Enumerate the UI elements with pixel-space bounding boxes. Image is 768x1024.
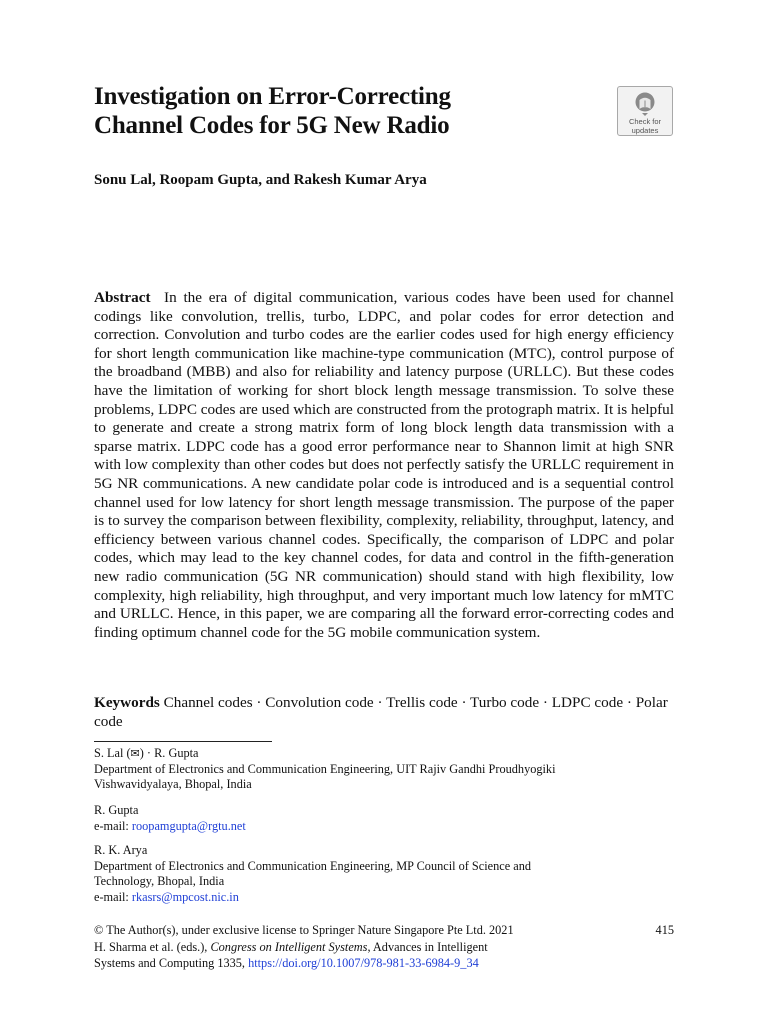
affiliation-3 [94, 843, 531, 905]
keyword-item: Channel codes [163, 694, 253, 711]
affiliation-1-names-pre: S. Lal ( [94, 746, 131, 760]
citation-editors: H. Sharma et al. (eds.), [94, 939, 211, 954]
keyword-item: Trellis code [386, 694, 458, 711]
check-for-updates-icon [633, 91, 657, 117]
keyword-item: Polar code [94, 694, 668, 730]
authors: Sonu Lal, Roopam Gupta, and Rakesh Kumar Arya [94, 172, 427, 188]
affiliation-3-name: R. K. Arya [94, 843, 148, 857]
keywords-label: Keywords [94, 694, 160, 711]
affiliation-3-email-label: e-mail: [94, 889, 132, 904]
affiliation-2-email-label: e-mail: [94, 818, 132, 833]
affiliation-3-line-2: Technology, Bhopal, India [94, 874, 225, 888]
citation-series: , Advances in Intelligent [367, 939, 488, 954]
citation-line-2 [94, 955, 674, 972]
keyword-item: LDPC code [551, 694, 624, 711]
affiliation-1-line-1: Department of Electronics and Communication Engineering, UIT Rajiv Gandhi Proudhyogiki [94, 761, 556, 776]
footnote-separator [94, 741, 272, 742]
citation-volume: Systems and Computing 1335, [94, 956, 249, 970]
copyright-line: © The Author(s), under exclusive license to Springer Nature Singapore Pte Ltd. 2021 [94, 923, 514, 937]
affiliation-1 [94, 746, 556, 793]
paper-title-line-2: Channel Codes for 5G New Radio [94, 112, 450, 139]
affiliation-1-line-2: Vishwavidyalaya, Bhopal, India [94, 777, 252, 791]
affiliation-3-line-1: Department of Electronics and Communication Engineering, MP Council of Science and [94, 858, 531, 873]
affiliation-2-name: R. Gupta [94, 803, 139, 817]
badge-text-1: Check for [628, 117, 662, 126]
envelope-icon: ✉ [130, 747, 140, 760]
page-number: 415 [655, 923, 674, 937]
abstract-text: In the era of digital communication, various codes have been used for channel codings like convolution, trellis, turbo, LDPC, and polar codes for error detection and correction. Convolution and turbo codes are the earlier codes used for high energy efficiency for short length communication like machine-type communication (MTC), control purpose of the broadband (MBB) and also for reliability and latency purpose (URLLC). But these codes have the limitation of working for short block length message transmission. To solve these problems, LDPC codes are used which are constructed from the protograph matrix. It is helpful to generate and create a strong matrix form of long block length data transmission with a sparse matrix. LDPC code has a good error performance near to Shannon limit at high SNR with low complexity than other codes but does not perfectly satisfy the URLLC requirement in 5G NR communications. A new candidate polar code is introduced and is a sequential control channel used for low latency for short length message transmission. The purpose of the paper is to survey the comparison between flexibility, complexity, reliability, throughput, latency, and efficiency between various channel codes. Specifically, the comparison of LDPC and polar codes, which may lead to the key channel codes, for data and control in the fifth-generation new radio communication (5G NR communication) should stand with high flexibility, low complexity, high reliability, high throughput, and very important much low latency for mMTC and URLLC. Hence, in this paper, we are comparing all the forward error-correcting codes and finding optimum channel code for the 5G mobile communication system. [94, 289, 674, 641]
keyword-item: Convolution code [265, 694, 374, 711]
badge-text-2: updates [631, 126, 659, 135]
paper-title [94, 82, 554, 140]
abstract [94, 289, 674, 642]
copyright-footer [94, 922, 674, 972]
citation-book-title: Congress on Intelligent Systems [210, 939, 368, 954]
citation-line-1 [94, 939, 674, 956]
email-link-arya[interactable]: rkasrs@mpcost.nic.in [131, 889, 239, 904]
paper-title-line-1: Investigation on Error-Correcting [94, 83, 451, 110]
keywords: Keywords Channel codes · Convolution code · Trellis code · Turbo code · LDPC code · Polar code [94, 694, 668, 730]
keyword-item: Turbo code [470, 694, 540, 711]
affiliation-1-names-post: ) · R. Gupta [139, 746, 199, 760]
doi-link[interactable]: https://doi.org/10.1007/978-981-33-6984-9_34 [248, 956, 479, 970]
affiliation-2 [94, 803, 246, 834]
email-link-gupta[interactable]: roopamgupta@rgtu.net [131, 818, 246, 833]
abstract-label: Abstract [94, 289, 151, 306]
check-for-updates-badge[interactable] [617, 86, 673, 136]
